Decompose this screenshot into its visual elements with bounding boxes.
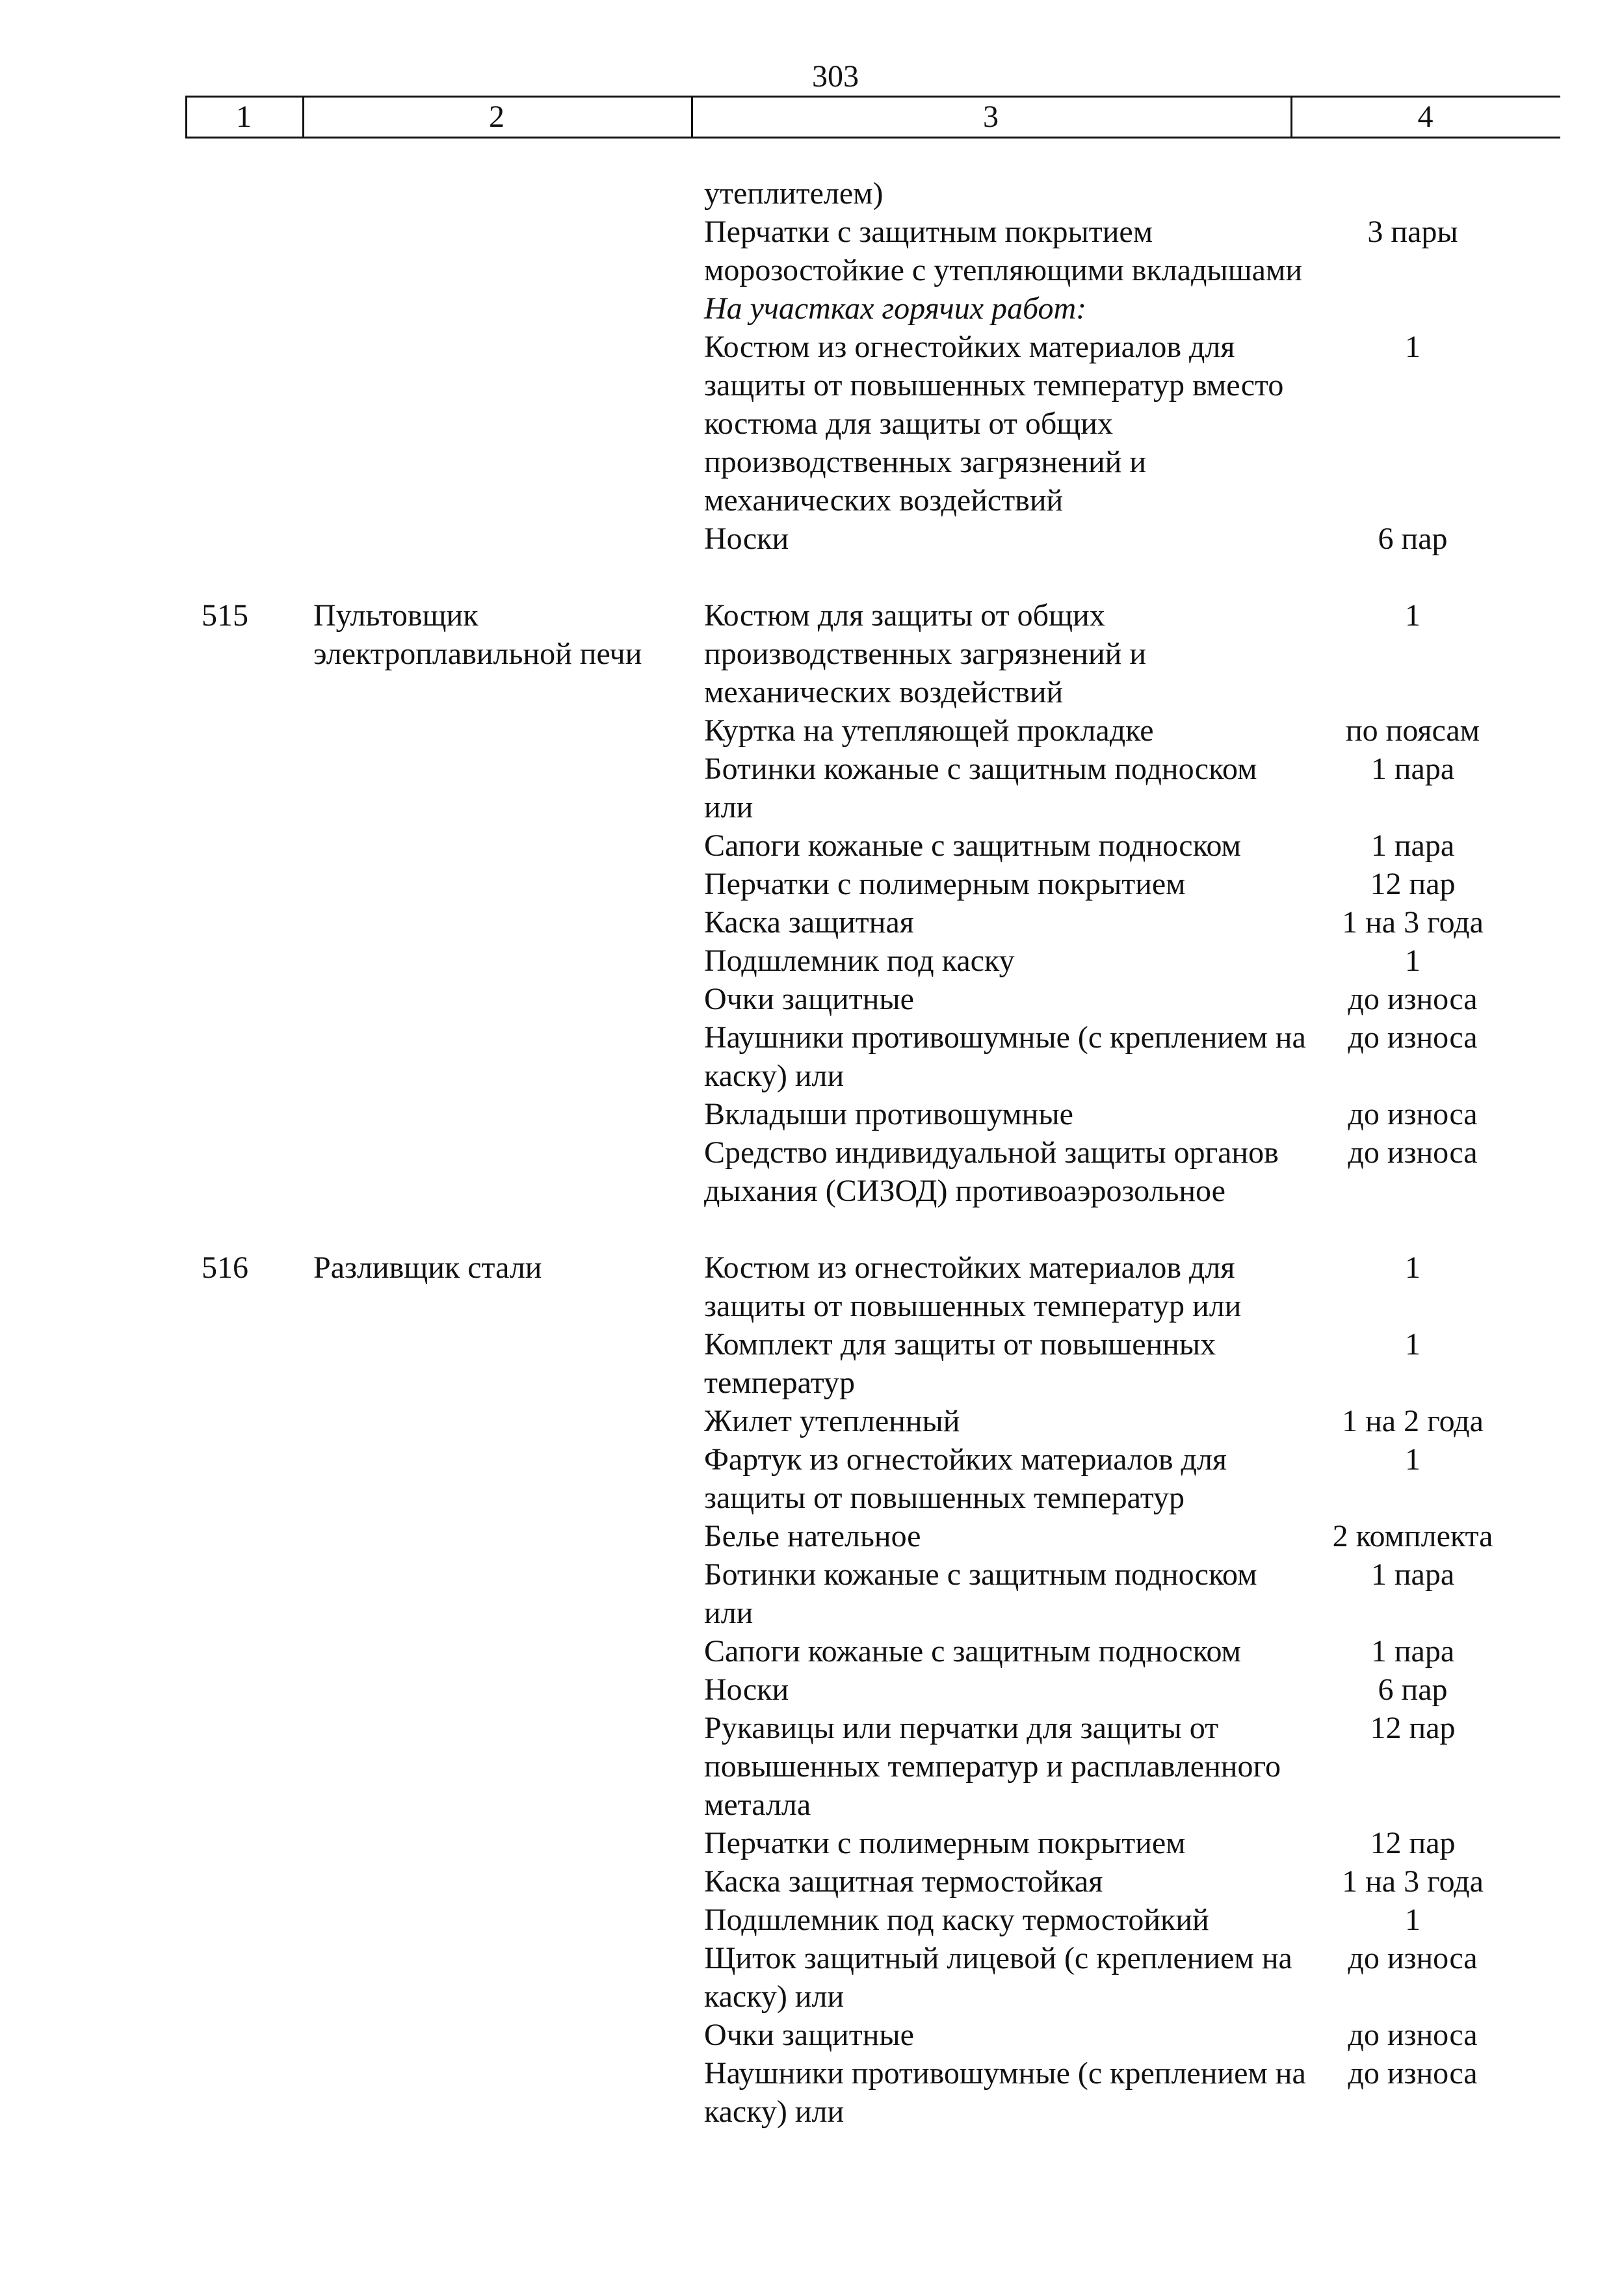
page-number: 303 (812, 59, 859, 94)
item-quantity: 1 пара (1370, 752, 1455, 786)
list-item (0, 1402, 1624, 1440)
item-name: Сапоги кожаные с защитным подноском (704, 1634, 1241, 1669)
list-item (0, 1670, 1624, 1709)
item-quantity: до износа (1348, 1097, 1478, 1131)
item-quantity: 3 пары (1367, 215, 1458, 249)
item-name: Подшлемник под каску термостойкий (704, 1903, 1209, 1937)
list-item (0, 1517, 1624, 1555)
item-quantity: до износа (1348, 2018, 1478, 2052)
item-quantity: 1 (1405, 1903, 1421, 1937)
item-name: Ботинки кожаные с защитным подноском или (704, 752, 1257, 825)
item-name: Комплект для защиты от повышенных температур (704, 1327, 1216, 1400)
entry-number: 515 (202, 598, 248, 633)
item-name: Средство индивидуальной защиты органов дыхания (СИЗОД) противоаэрозольное (704, 1135, 1279, 1208)
item-quantity: до износа (1348, 2056, 1478, 2091)
list-item (0, 174, 1624, 213)
item-quantity: 1 (1405, 330, 1421, 364)
list-item (0, 1901, 1624, 1939)
list-item (0, 1325, 1624, 1402)
item-name: Фартук из огнестойких материалов для защиты от повышенных температур (704, 1442, 1227, 1515)
item-name: Вкладыши противошумные (704, 1097, 1073, 1131)
item-name: Сапоги кожаные с защитным подноском (704, 828, 1241, 863)
list-item (0, 942, 1624, 980)
item-name: Ботинки кожаные с защитным подноском или (704, 1557, 1257, 1630)
list-item (0, 1095, 1624, 1133)
item-name: Рукавицы или перчатки для защиты от повышенных температур и расплавленного металла (704, 1711, 1281, 1822)
table-row (0, 174, 1624, 558)
item-quantity: 12 пар (1370, 867, 1456, 901)
item-quantity: 12 пар (1370, 1711, 1456, 1745)
item-name: Костюм для защиты от общих производственных загрязнений и механических воздействий (704, 598, 1147, 709)
entry-spacer (0, 558, 1624, 596)
table-row (0, 596, 1624, 1210)
table-row (0, 1248, 1624, 2131)
item-quantity: 2 комплекта (1332, 1519, 1493, 1553)
item-name: Белье нательное (704, 1519, 921, 1553)
item-name: Каска защитная (704, 905, 914, 940)
list-item (0, 1862, 1624, 1901)
item-name: Наушники противошумные (с креплением на каску) или (704, 1020, 1306, 1093)
header-col-1: 1 (236, 99, 252, 134)
item-quantity: 1 (1405, 943, 1421, 978)
list-item (0, 1440, 1624, 1517)
item-name: Жилет утепленный (704, 1404, 960, 1438)
item-quantity: 1 пара (1370, 1634, 1455, 1669)
item-quantity: по поясам (1345, 713, 1480, 748)
item-quantity: 6 пар (1378, 1672, 1448, 1707)
list-item (0, 520, 1624, 558)
item-name: Куртка на утепляющей прокладке (704, 713, 1154, 748)
item-quantity: 1 пара (1370, 828, 1455, 863)
item-name: Наушники противошумные (с креплением на каску) или (704, 2056, 1306, 2129)
item-name: Щиток защитный лицевой (с креплением на каску) или (704, 1941, 1292, 2014)
profession-name: Пультовщик электроплавильной печи (313, 598, 642, 671)
item-quantity: до износа (1348, 1020, 1478, 1055)
item-name: Очки защитные (704, 2018, 914, 2052)
list-item (0, 1709, 1624, 1824)
list-item (0, 1824, 1624, 1862)
item-name: Носки (704, 1672, 789, 1707)
item-quantity: 1 на 3 года (1342, 905, 1484, 940)
list-item (0, 865, 1624, 903)
list-item (0, 2054, 1624, 2131)
item-quantity (1309, 289, 1517, 328)
item-quantity: 1 пара (1370, 1557, 1455, 1592)
list-item (0, 980, 1624, 1018)
entry-number: 516 (202, 1250, 248, 1285)
item-quantity: 12 пар (1370, 1826, 1456, 1860)
list-item (0, 750, 1624, 826)
item-quantity (1309, 174, 1517, 213)
item-name: утеплителем) (704, 176, 884, 211)
item-name: Перчатки с полимерным покрытием (704, 1826, 1186, 1860)
item-quantity: до износа (1348, 1135, 1478, 1170)
column-header-row (185, 96, 1560, 139)
header-col-2: 2 (489, 99, 504, 134)
list-item (0, 826, 1624, 865)
item-quantity: 1 (1405, 598, 1421, 633)
item-name: Носки (704, 521, 789, 556)
item-name: Перчатки с защитным покрытием морозостойкие с утепляющими вкладышами (704, 215, 1303, 287)
list-item (0, 213, 1624, 289)
item-quantity: 1 на 3 года (1342, 1864, 1484, 1899)
item-name: Костюм из огнестойких материалов для защиты от повышенных температур вместо костюма для защиты от общих производственных загрязнений и механических воздействий (704, 330, 1284, 518)
list-item (0, 289, 1624, 328)
item-quantity: 6 пар (1378, 521, 1448, 556)
item-quantity: 1 (1405, 1327, 1421, 1362)
list-item (0, 1939, 1624, 2016)
item-quantity: до износа (1348, 1941, 1478, 1975)
item-name: Очки защитные (704, 982, 914, 1016)
item-quantity: 1 (1405, 1250, 1421, 1285)
list-item (0, 2016, 1624, 2054)
header-col-4: 4 (1417, 99, 1434, 134)
entry-spacer (0, 1210, 1624, 1248)
section-subheading: На участках горячих работ: (704, 291, 1087, 326)
item-name: Костюм из огнестойких материалов для защиты от повышенных температур или (704, 1250, 1242, 1323)
table-body (0, 174, 1624, 2131)
item-name: Каска защитная термостойкая (704, 1864, 1103, 1899)
item-quantity: до износа (1348, 982, 1478, 1016)
item-name: Перчатки с полимерным покрытием (704, 867, 1186, 901)
item-name: Подшлемник под каску (704, 943, 1015, 978)
list-item (0, 1555, 1624, 1632)
item-quantity: 1 (1405, 1442, 1421, 1477)
list-item (0, 903, 1624, 942)
list-item (0, 1632, 1624, 1670)
header-col-3: 3 (983, 99, 999, 134)
item-quantity: 1 на 2 года (1342, 1404, 1484, 1438)
list-item (0, 711, 1624, 750)
list-item (0, 328, 1624, 520)
list-item (0, 1018, 1624, 1095)
profession-name: Разливщик стали (313, 1250, 542, 1285)
list-item (0, 1133, 1624, 1210)
